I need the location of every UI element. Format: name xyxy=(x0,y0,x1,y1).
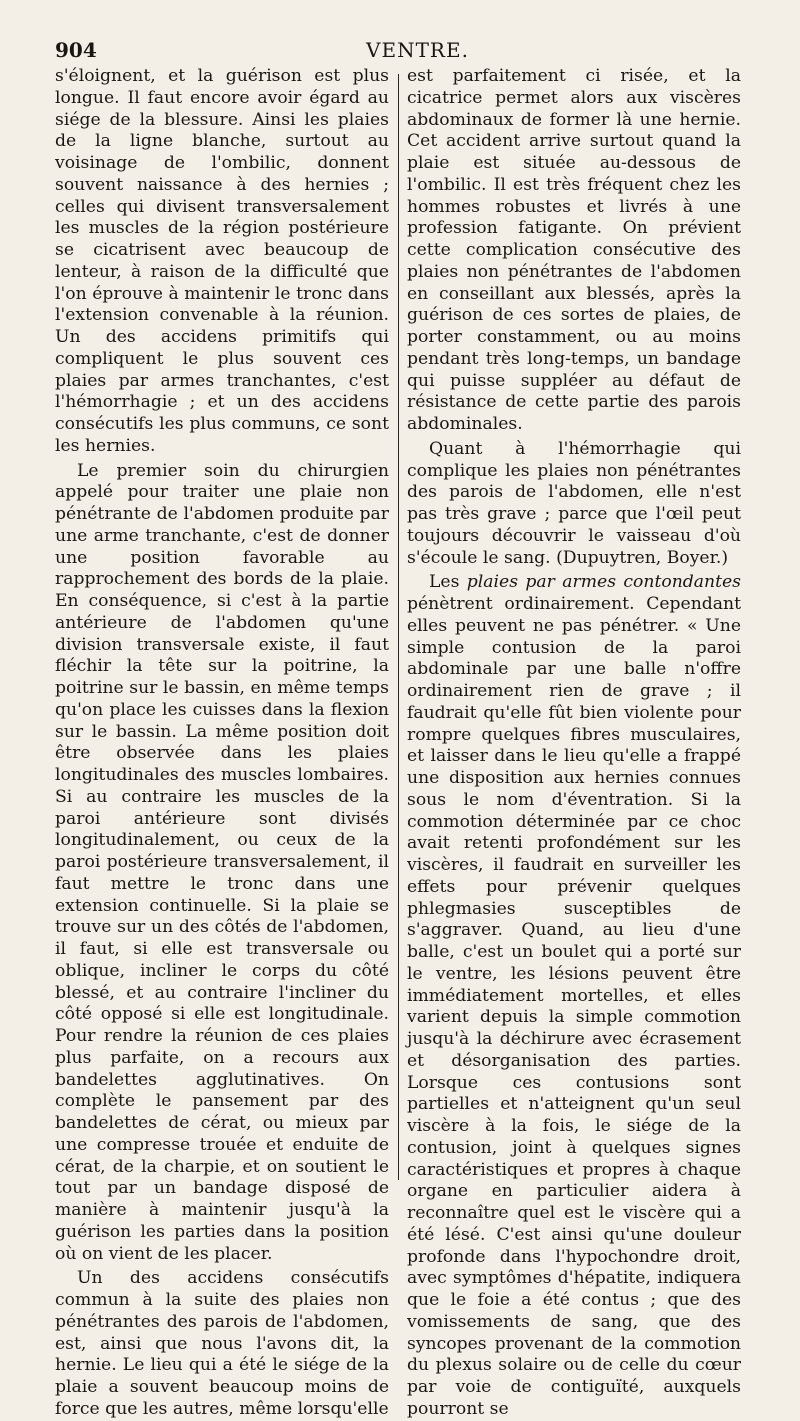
paragraph: Quant à l'hémorrhagie qui complique les plaies non pénétrantes des parois de l'abdomen, elle n'est pas très grave ; parce que l'œil peut toujours découvrir le vaisseau d'où s'écoule le sang. (Dupuytren, Boyer.) xyxy=(407,438,741,568)
right-column xyxy=(407,66,741,1421)
italic-term: plaies par armes contondantes xyxy=(466,572,741,593)
text-columns xyxy=(55,66,790,1419)
column-divider xyxy=(398,74,399,1180)
page-header xyxy=(55,38,780,68)
paragraph: s'éloignent, et la guérison est plus longue. Il faut encore avoir égard au siége de la blessure. Ainsi les plaies de la ligne blanche, surtout au voisinage de l'ombilic, donnent souvent naissance à des hernies ; celles qui divisent transversalement les muscles de la région postérieure se cicatrisent avec beaucoup de lenteur, à raison de la difficulté que l'on éprouve à maintenir le tronc dans l'extension convenable à la réunion. Un des accidens primitifs qui compliquent le plus souvent ces plaies par armes tranchantes, c'est l'hémorrhagie ; et un des accidens consécutifs les plus communs, ce sont les hernies. xyxy=(55,66,389,456)
paragraph-lead: Les xyxy=(429,572,467,593)
paragraph: est parfaitement ci risée, et la cicatrice permet alors aux viscères abdominaux de former là une hernie. Cet accident arrive surtout quand la plaie est située au-dessous de l'ombilic. Il est très fréquent chez les hommes robustes et livrés à une profession fatigante. On prévient cette complication consécutive des plaies non pénétrantes de l'abdomen en conseillant aux blessés, après la guérison de ces sortes de plaies, de porter constamment, ou au moins pendant très long-temps, un bandage qui puisse suppléer au défaut de résistance de cette partie des parois abdominales. xyxy=(407,66,741,434)
running-title: VENTRE. xyxy=(366,38,469,62)
left-column xyxy=(55,66,389,1421)
paragraph xyxy=(407,572,741,1420)
paragraph: Un des accidens consécutifs commun à la suite des plaies non pénétrantes des parois de l'abdomen, est, ainsi que nous l'avons dit, la hernie. Le lieu qui a été le siége de la plaie a souvent beaucoup moins de force que les autres, même lorsqu'elle xyxy=(55,1268,389,1419)
page-number: 904 xyxy=(55,38,97,62)
paragraph-body: pénètrent ordinairement. Cependant elles peuvent ne pas pénétrer. « Une simple contusion de la paroi abdominale par une balle n'offre ordinairement rien de grave ; il faudrait qu'elle fût bien violente pour rompre quelques fibres musculaires, et laisser dans le lieu qu'elle a frappé une disposition aux hernies connues sous le nom d'éventration. Si la commotion déterminée par ce choc avait retenti profondément sur les viscères, il faudrait en surveiller les effets pour prévenir quelques phlegmasies susceptibles de s'aggraver. Quand, au lieu d'une balle, c'est un boulet qui a porté sur le ventre, les lésions peuvent être immédiatement mortelles, et elles varient depuis la simple commotion jusqu'à la déchirure avec écrasement et désorganisation des parties. Lorsque ces contusions sont partielles et n'atteignent qu'un seul viscère à la fois, le siége de la contusion, joint à quelques signes caractéristiques et propres à chaque organe en particulier aidera à reconnaître quel est le viscère qui a été lésé. C'est ainsi qu'une douleur profonde dans l'hypochondre droit, avec symptômes d'hépatite, indiquera que le foie a été contus ; que des vomissements de sang, que des syncopes provenant de la commotion du plexus solaire ou de celle du cœur par voie de contiguïté, auxquels pourront se xyxy=(407,594,741,1419)
paragraph: Le premier soin du chirurgien appelé pour traiter une plaie non pénétrante de l'abdomen produite par une arme tranchante, c'est de donner une position favorable au rapprochement des bords de la plaie. En conséquence, si c'est à la partie antérieure de l'abdomen qu'une division transversale existe, il faut fléchir la tête sur la poitrine, la poitrine sur le bassin, en même temps qu'on place les cuisses dans la flexion sur le bassin. La même position doit être observée dans les plaies longitudinales des muscles lombaires. Si au contraire les muscles de la paroi antérieure sont divisés longitudinalement, ou ceux de la paroi postérieure transversalement, il faut mettre le tronc dans une extension continuelle. Si la plaie se trouve sur un des côtés de l'abdomen, il faut, si elle est transversale ou oblique, incliner le corps du côté blessé, et au contraire l'incliner du côté opposé si elle est longitudinale. Pour rendre la réunion de ces plaies plus parfaite, on a recours aux bandelettes agglutinatives. On complète le pansement par des bandelettes de cérat, ou mieux par une compresse trouée et enduite de cérat, de la charpie, et on soutient le tout par un bandage disposé de manière à maintenir jusqu'à la guérison les parties dans la position où on vient de les placer. xyxy=(55,460,389,1264)
